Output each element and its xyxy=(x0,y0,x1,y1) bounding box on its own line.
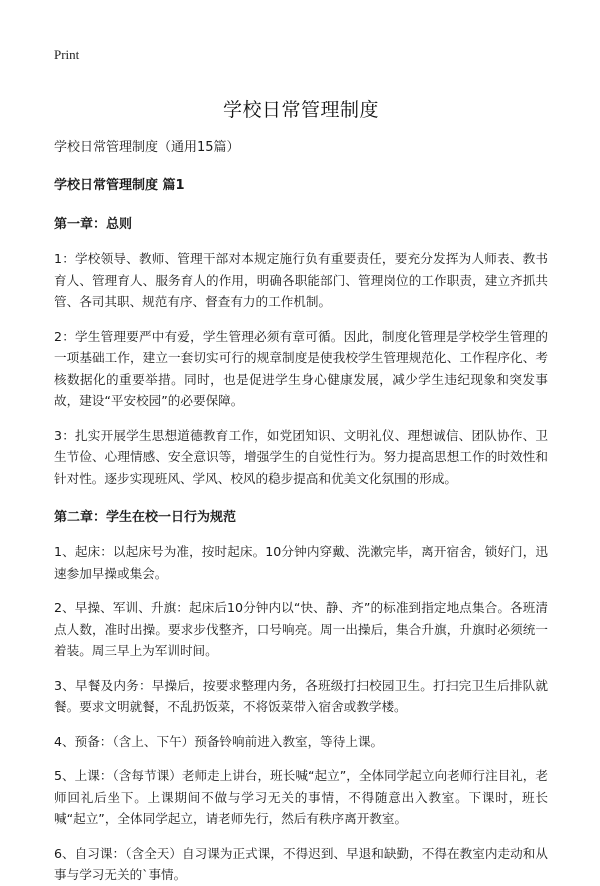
chapter-1-paragraph-3: 3：扎实开展学生思想道德教育工作，如党团知识、文明礼仪、理想诚信、团队协作、卫生节俭、心理情感、安全意识等，增强学生的自觉性行为。努力提高思想工作的时效性和针对性。逐步实现班风、学风、校风的稳步提高和优美文化氛围的形成。 xyxy=(54,427,548,486)
chapter-2-paragraph-6: 6、自习课：（含全天）自习课为正式课，不得迟到、早退和缺勤，不得在教室内走动和从事与学习无关的`事情。 xyxy=(54,845,548,882)
chapter-2-paragraph-2: 2、早操、军训、升旗：起床后10分钟内以“快、静、齐”的标准到指定地点集合。各班清点人数，准时出操。要求步伐整齐，口号响亮。周一出操后，集合升旗，升旗时必须统一着装。周三早上为军训时间。 xyxy=(54,600,548,658)
chapter-1-paragraph-2: 2：学生管理要严中有爱，学生管理必须有章可循。因此，制度化管理是学校学生管理的一项基础工作，建立一套切实可行的规章制度是使我校学生管理规范化、工作程序化、考核数据化的重要举措。同时，也是促进学生身心健康发展，减少学生违纪现象和突发事故，建设“平安校园”的必要保障。 xyxy=(54,328,548,408)
chapter-2-paragraph-1: 1、起床：以起床号为准，按时起床。10分钟内穿戴、洗漱完毕，离开宿舍，锁好门，迅速参加早操或集会。 xyxy=(54,544,548,581)
article-heading: 学校日常管理制度 篇1 xyxy=(54,178,185,193)
chapter-2-paragraph-5: 5、上课：（含每节课）老师走上讲台，班长喊“起立”，全体同学起立向老师行注目礼，老师回礼后坐下。上课期间不做与学习无关的事情，不得随意出入教室。下课时，班长喊“起立”，全体同学起立，请老师先行，然后有秩序离开教室。 xyxy=(54,768,548,826)
chapter-2-paragraph-4: 4、预备：（含上、下午）预备铃响前进入教室，等待上课。 xyxy=(54,733,384,749)
page-title: 学校日常管理制度 xyxy=(222,99,379,121)
chapter-2-paragraph-3: 3、早餐及内务：早操后，按要求整理内务，各班级打扫校园卫生。打扫完卫生后排队就餐。要求文明就餐，不乱扔饭菜，不将饭菜带入宿舍或教学楼。 xyxy=(54,677,548,714)
print-link[interactable]: Print xyxy=(54,47,80,62)
document-subtitle: 学校日常管理制度（通用15篇） xyxy=(54,140,240,155)
chapter-1-paragraph-1: 1：学校领导、教师、管理干部对本规定施行负有重要责任，要充分发挥为人师表、教书育人、管理育人、服务育人的作用，明确各职能部门、管理岗位的工作职责，建立齐抓共管、各司其职、规范有序、督查有力的工作机制。 xyxy=(54,251,548,309)
chapter-2-heading: 第二章：学生在校一日行为规范 xyxy=(54,510,237,525)
chapter-1-heading: 第一章：总则 xyxy=(54,217,133,232)
